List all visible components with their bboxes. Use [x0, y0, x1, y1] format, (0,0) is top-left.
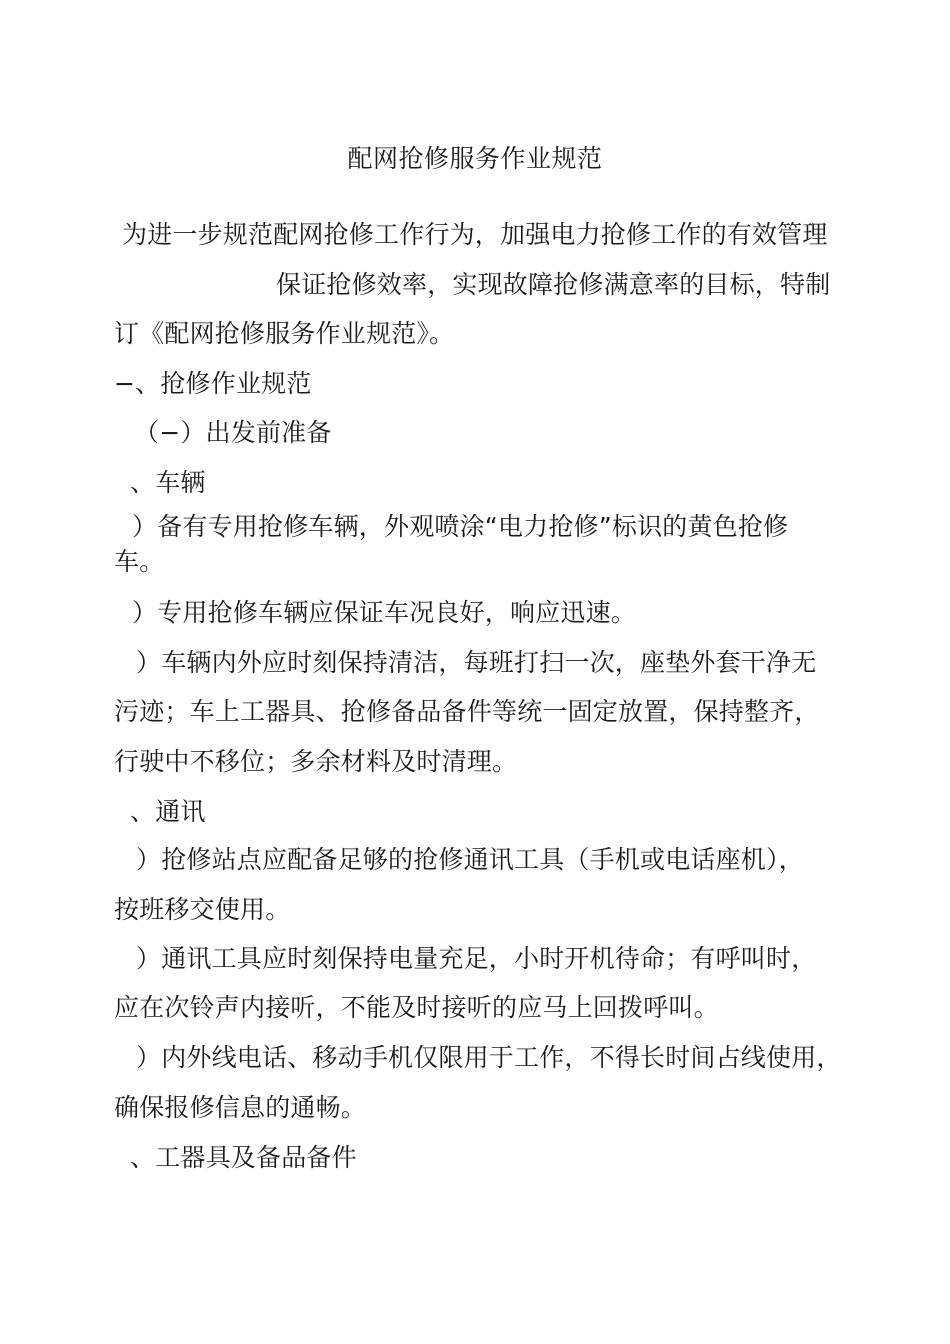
- paragraph-line: ）专用抢修车辆应保证车况良好，响应迅速。: [132, 598, 637, 627]
- paragraph-line: 应在次铃声内接听，不能及时接听的应马上回拨呼叫。: [114, 993, 719, 1022]
- document-title: 配网抢修服务作业规范: [347, 144, 603, 173]
- paragraph-line: 确保报修信息的通畅。: [114, 1093, 367, 1122]
- paragraph-line: 保证抢修效率，实现故障抢修满意率的目标，特制: [276, 270, 831, 299]
- item-heading: 、通讯: [130, 797, 206, 826]
- paragraph-line: 为进一步规范配网抢修工作行为，加强电力抢修工作的有效管理: [122, 220, 828, 249]
- paragraph-line: ）通讯工具应时刻保持电量充足，小时开机待命；有呼叫时，: [136, 944, 817, 973]
- item-heading: 、工器具及备品备件: [130, 1143, 357, 1172]
- paragraph-line: ）车辆内外应时刻保持清洁，每班打扫一次，座垫外套干净无: [136, 648, 817, 677]
- subsection-heading: （−）出发前准备: [134, 418, 332, 447]
- paragraph-line: 订《配网抢修服务作业规范》。: [114, 319, 455, 348]
- section-heading: −、抢修作业规范: [114, 369, 312, 398]
- paragraph-line: ）备有专用抢修车辆，外观喷涂“电力抢修”标识的黄色抢修: [132, 512, 789, 541]
- paragraph-line: 行驶中不移位；多余材料及时清理。: [114, 747, 518, 776]
- paragraph-line: 污迹；车上工器具、抢修备品备件等统一固定放置，保持整齐，: [114, 697, 820, 726]
- paragraph-line: ）内外线电话、移动手机仅限用于工作，不得长时间占线使用，: [136, 1043, 842, 1072]
- item-heading: 、车辆: [130, 468, 206, 497]
- paragraph-line: 车。: [114, 547, 165, 576]
- paragraph-line: 按班移交使用。: [114, 895, 291, 924]
- paragraph-line: ）抢修站点应配备足够的抢修通讯工具（手机或电话座机），: [136, 845, 804, 874]
